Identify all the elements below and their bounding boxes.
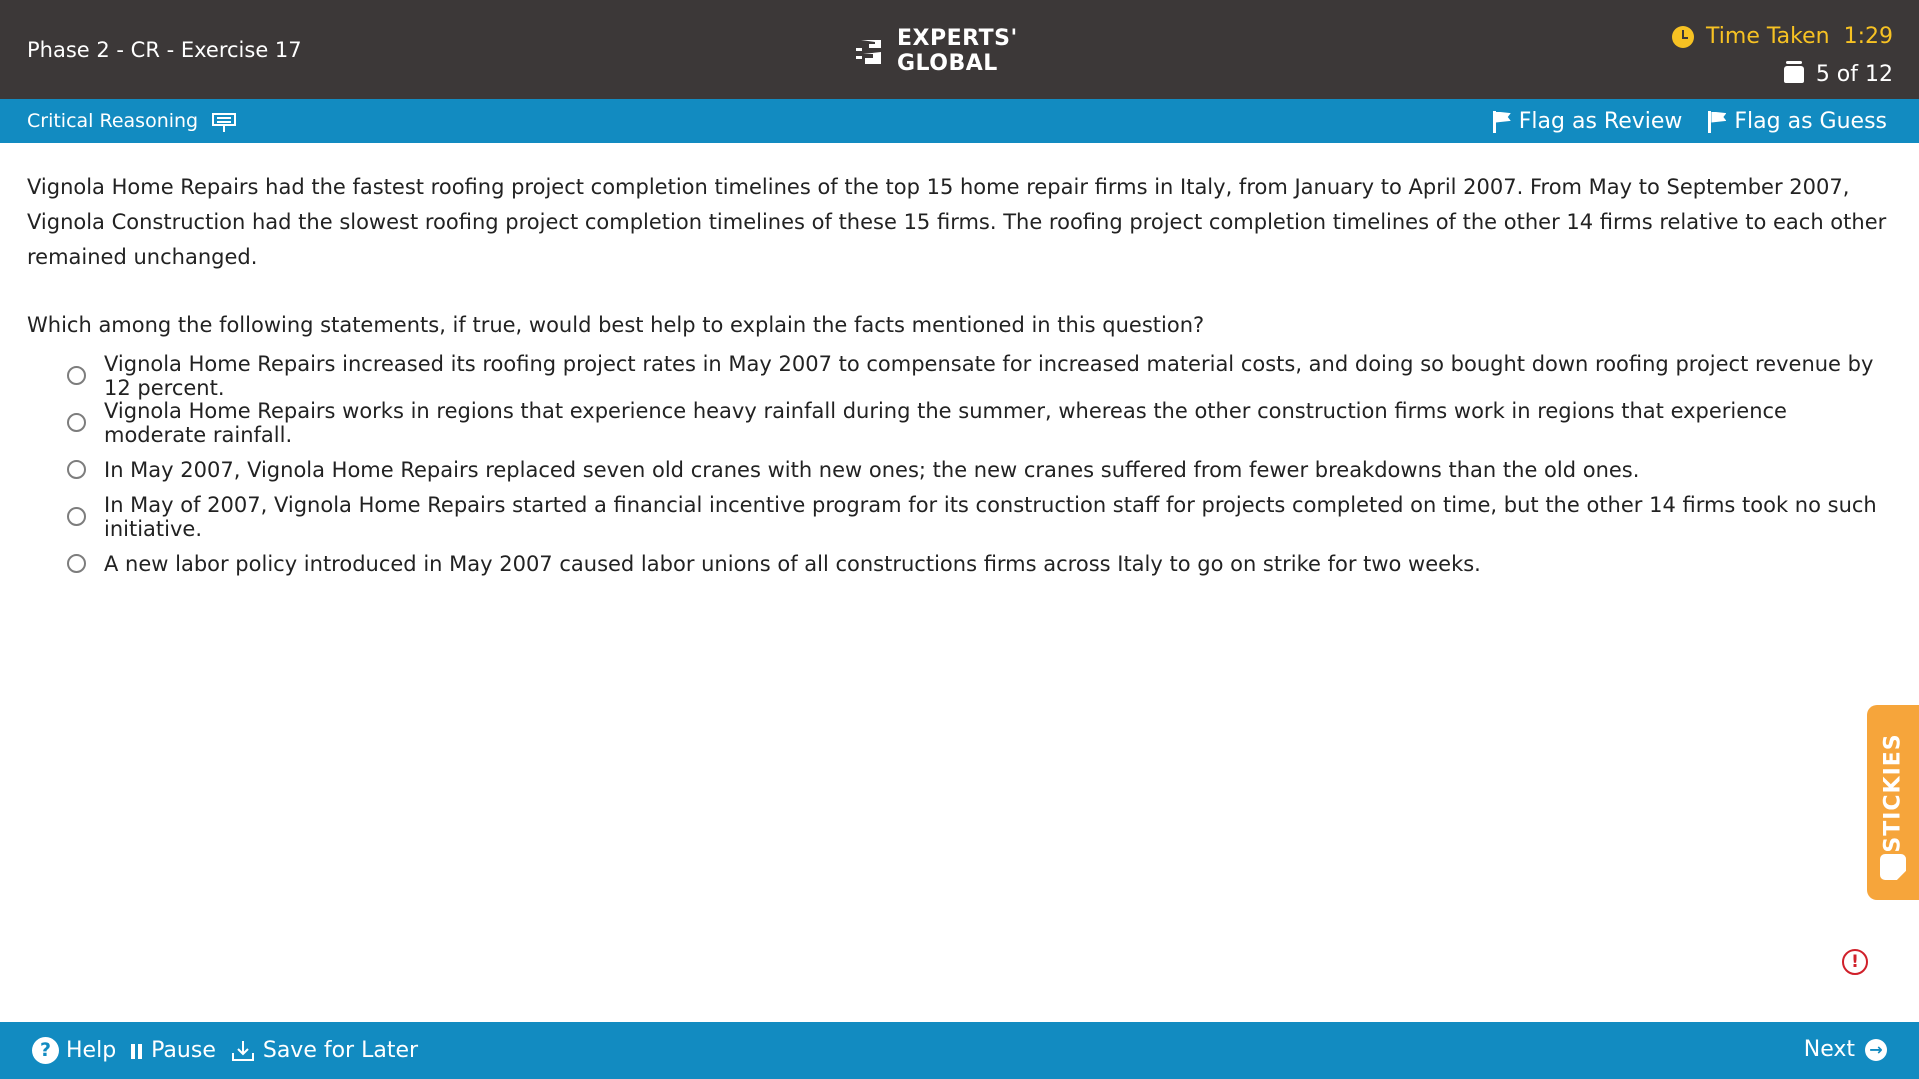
pause-label: Pause bbox=[151, 1038, 216, 1063]
logo-text bbox=[897, 26, 1018, 76]
answer-option-3[interactable] bbox=[67, 446, 1887, 493]
timer bbox=[1672, 24, 1893, 49]
radio-button[interactable] bbox=[67, 507, 86, 526]
radio-button[interactable] bbox=[67, 460, 86, 479]
question-prompt: Which among the following statements, if true, would best help to explain the facts mentioned in this question? bbox=[27, 313, 1205, 337]
help-label: Help bbox=[66, 1038, 117, 1063]
pause-button[interactable] bbox=[130, 1038, 216, 1063]
flag-guess-label: Flag as Guess bbox=[1734, 109, 1887, 134]
answer-option-4[interactable] bbox=[67, 493, 1887, 540]
download-icon bbox=[230, 1039, 256, 1063]
flag-icon bbox=[1493, 111, 1511, 133]
flag-review-label: Flag as Review bbox=[1518, 109, 1683, 134]
option-text: Vignola Home Repairs works in regions that experience heavy rainfall during the summer, whereas the other construction firms work in regions that experience moderate rainfall. bbox=[104, 398, 1787, 447]
top-bar bbox=[0, 0, 1919, 99]
flag-as-guess-button[interactable] bbox=[1708, 109, 1887, 134]
section-name bbox=[27, 110, 236, 132]
answer-option-5[interactable] bbox=[67, 540, 1887, 587]
next-button[interactable] bbox=[1804, 1037, 1887, 1062]
help-button[interactable] bbox=[32, 1037, 116, 1064]
section-bar bbox=[0, 99, 1919, 143]
bottom-actions bbox=[32, 1037, 418, 1064]
save-label: Save for Later bbox=[262, 1038, 419, 1063]
save-for-later-button[interactable] bbox=[230, 1038, 418, 1063]
radio-button[interactable] bbox=[67, 413, 86, 432]
arrow-right-icon: → bbox=[1865, 1039, 1887, 1061]
flag-icon bbox=[1708, 111, 1726, 133]
clock-icon bbox=[1672, 26, 1694, 48]
presentation-icon[interactable] bbox=[212, 111, 236, 131]
question-area bbox=[27, 170, 1887, 587]
question-count-icon bbox=[1784, 66, 1804, 83]
pause-icon bbox=[130, 1043, 144, 1059]
section-label: Critical Reasoning bbox=[27, 110, 199, 132]
option-text: In May of 2007, Vignola Home Repairs started a financial incentive program for its construction staff for projects completed on time, but the other 14 firms took no such initiative. bbox=[104, 492, 1877, 541]
report-error-icon[interactable]: ! bbox=[1842, 949, 1868, 975]
answer-option-1[interactable] bbox=[67, 352, 1887, 399]
question-stimulus: Vignola Home Repairs had the fastest roofing project completion timelines of the top 15 home repair firms in Italy, from January to April 2007. From May to September 2007, Vignola Construction had the slowest roofing project completion timelines of these 15 firms. The roofing project completion timelines of the other 14 firms relative to each other remained unchanged. bbox=[27, 175, 1887, 269]
option-text: A new labor policy introduced in May 2007 caused labor unions of all constructions firms across Italy to go on strike for two weeks. bbox=[104, 551, 1481, 576]
logo bbox=[855, 26, 1018, 76]
sticky-note-icon bbox=[1880, 854, 1906, 880]
logo-line-1: EXPERTS' bbox=[897, 26, 1018, 51]
flag-as-review-button[interactable] bbox=[1493, 109, 1683, 134]
flag-controls bbox=[1493, 109, 1887, 134]
logo-icon bbox=[855, 34, 887, 68]
next-label: Next bbox=[1803, 1037, 1855, 1062]
radio-button[interactable] bbox=[67, 366, 86, 385]
stickies-tab[interactable] bbox=[1867, 705, 1919, 900]
time-value: 1:29 bbox=[1843, 24, 1893, 49]
answer-options bbox=[67, 352, 1887, 587]
option-text: In May 2007, Vignola Home Repairs replaced seven old cranes with new ones; the new cranes suffered from fewer breakdowns than the old ones. bbox=[104, 457, 1640, 482]
radio-button[interactable] bbox=[67, 554, 86, 573]
stickies-label: STICKIES bbox=[1880, 733, 1906, 853]
time-label: Time Taken bbox=[1706, 24, 1830, 49]
progress-text: 5 of 12 bbox=[1815, 62, 1893, 87]
option-text: Vignola Home Repairs increased its roofing project rates in May 2007 to compensate for increased material costs, and doing so bought down roofing project revenue by 12 percent. bbox=[104, 351, 1874, 400]
question-progress bbox=[1784, 62, 1893, 87]
answer-option-2[interactable] bbox=[67, 399, 1887, 446]
exercise-title: Phase 2 - CR - Exercise 17 bbox=[27, 38, 302, 62]
bottom-bar bbox=[0, 1022, 1919, 1079]
help-icon: ? bbox=[32, 1037, 59, 1064]
logo-line-2: GLOBAL bbox=[897, 51, 998, 76]
